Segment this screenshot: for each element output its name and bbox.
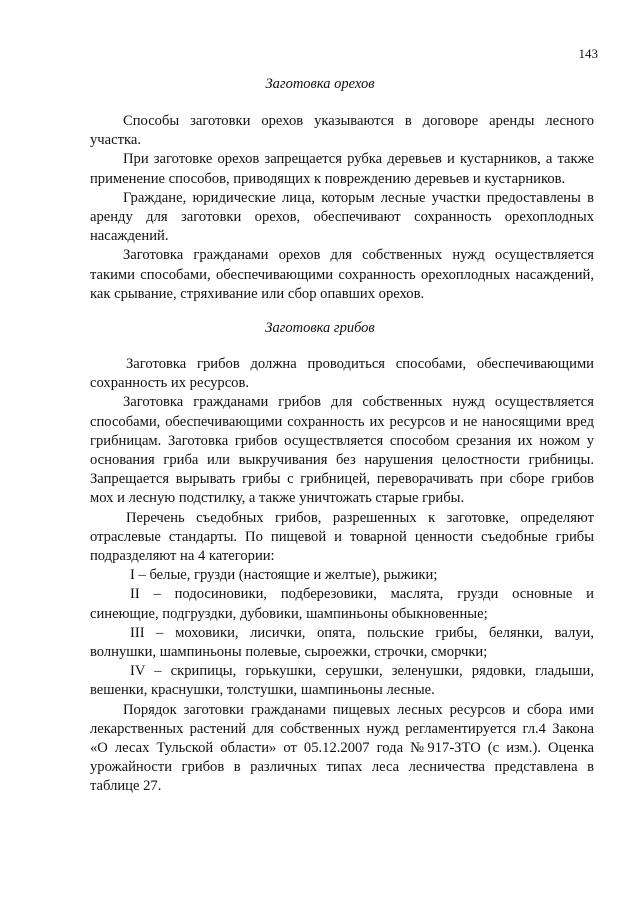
list-item: I – белые, грузди (настоящие и желтые), рыжики; [130,567,438,584]
paragraph: Заготовка гражданами грибов для собственных нужд осуществляется способами, обеспечивающими сохранность их ресурсов и не наносящими вред грибницам. Заготовка грибов осуществляется способом срезания их ножом у основания гриба или выкручивания без нарушения целостности грибницы. Запрещается вырывать грибы с грибницей, переворачивать при сборе грибов мох и лесную подстилку, а также уничтожать старые грибы. [90,394,594,507]
paragraph: Заготовка гражданами орехов для собственных нужд осуществляется такими способами, обеспечивающими сохранность орехоплодных насаждений, как срывание, стряхивание или сбор опавших орехов. [90,247,594,302]
paragraph: Заготовка грибов должна проводиться способами, обеспечивающими сохранность их ресурсов. [90,356,594,392]
paragraph: Порядок заготовки гражданами пищевых лесных ресурсов и сбора ими лекарственных растений для собственных нужд регламентируется гл.4 Закона «О лесах Тульской области» от 05.12.2007 года №917-ЗТО (с изм.). Оценка урожайности грибов в различных типах леса лесничества представлена в таблице 27. [90,701,594,795]
paragraph: При заготовке орехов запрещается рубка деревьев и кустарников, а также применение способов, приводящих к повреждению деревьев и кустарников. [90,151,594,187]
section-title-mushrooms: Заготовка грибов [265,320,375,336]
list-item: IV – скрипицы, горькушки, серушки, зеленушки, рядовки, гладыши, вешенки, краснушки, толстушки, шампиньоны лесные. [90,663,594,699]
section-title-nuts: Заготовка орехов [265,76,375,92]
section-body-mushrooms [90,355,594,797]
section-body-nuts [90,112,594,304]
paragraph: Способы заготовки орехов указываются в договоре аренды лесного участка. [90,113,594,149]
list-item: III – моховики, лисички, опята, польские грибы, белянки, валуи, волнушки, шампиньоны полевые, сыроежки, строчки, сморчки; [90,624,594,661]
page-number: 143 [578,46,598,61]
paragraph: Граждане, юридические лица, которым лесные участки предоставлены в аренду для заготовки орехов, обеспечивают сохранность орехоплодных насаждений. [90,189,594,245]
paragraph: Перечень съедобных грибов, разрешенных к заготовке, определяют отраслевые стандарты. По пищевой и товарной ценности съедобные грибы подразделяют на 4 категории: [90,509,594,565]
list-item: II – подосиновики, подберезовики, маслята, грузди основные и синеющие, подгруздки, дубовики, шампиньоны обыкновенные; [90,586,594,622]
